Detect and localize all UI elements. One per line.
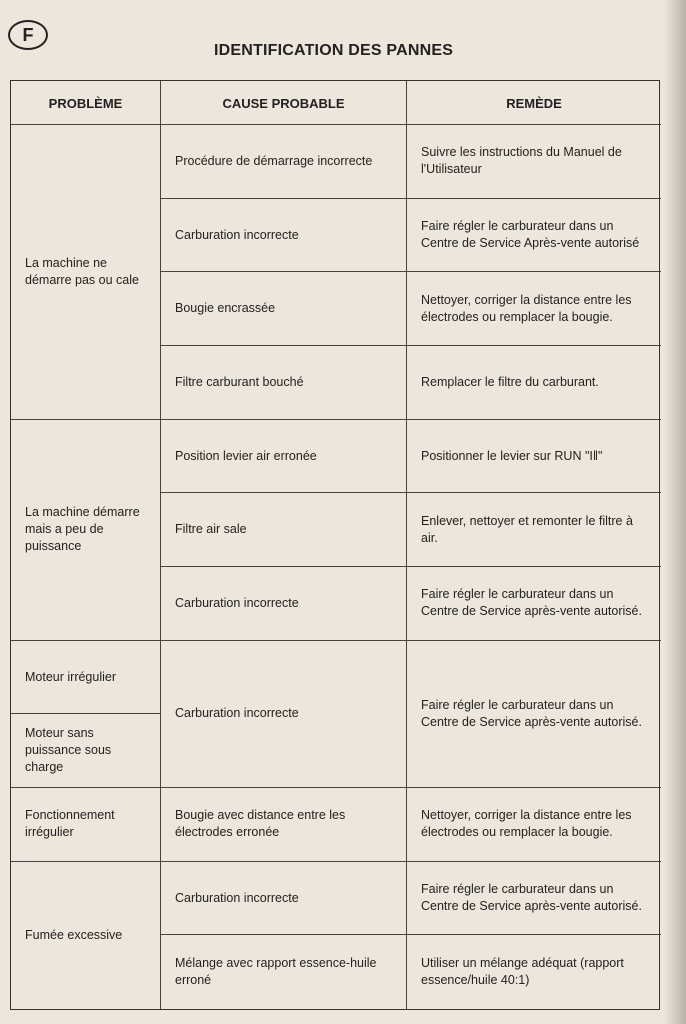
problem-cell: La machine ne démarre pas ou cale — [11, 125, 161, 420]
cause-cell: Carburation incorrecte — [161, 567, 407, 641]
problem-cell: Moteur sans puissance sous charge — [11, 714, 161, 788]
cause-cell: Filtre carburant bouché — [161, 346, 407, 420]
language-badge: F — [8, 20, 48, 50]
problem-cell: Fonctionnement irrégulier — [11, 788, 161, 862]
problem-cell: Moteur irrégulier — [11, 641, 161, 715]
remedy-cell: Enlever, nettoyer et remonter le filtre à air. — [407, 493, 661, 567]
cause-cell: Carburation incorrecte — [161, 641, 407, 788]
cause-cell: Position levier air erronée — [161, 420, 407, 494]
page-title: IDENTIFICATION DES PANNES — [214, 42, 454, 59]
remedy-cell: Positionner le levier sur RUN "I‖" — [407, 420, 661, 494]
problem-cell: Fumée excessive — [11, 862, 161, 1009]
remedy-cell: Faire régler le carburateur dans un Centre de Service Après-vente autorisé — [407, 199, 661, 273]
remedy-cell: Nettoyer, corriger la distance entre les électrodes ou remplacer la bougie. — [407, 272, 661, 346]
remedy-cell: Suivre les instructions du Manuel de l'Utilisateur — [407, 125, 661, 199]
cause-cell: Bougie encrassée — [161, 272, 407, 346]
troubleshooting-table — [10, 80, 660, 1010]
header-cause: CAUSE PROBABLE — [161, 81, 407, 125]
remedy-cell: Faire régler le carburateur dans un Centre de Service après-vente autorisé. — [407, 641, 661, 788]
remedy-cell: Faire régler le carburateur dans un Centre de Service après-vente autorisé. — [407, 567, 661, 641]
problem-cell: La machine démarre mais a peu de puissance — [11, 420, 161, 641]
remedy-cell: Faire régler le carburateur dans un Centre de Service après-vente autorisé. — [407, 862, 661, 936]
remedy-cell: Utiliser un mélange adéquat (rapport essence/huile 40:1) — [421, 956, 624, 988]
cause-cell: Procédure de démarrage incorrecte — [161, 125, 407, 199]
header-remedy: REMÈDE — [407, 81, 661, 125]
cause-cell: Filtre air sale — [161, 493, 407, 567]
cause-cell: Carburation incorrecte — [161, 199, 407, 273]
remedy-cell: Nettoyer, corriger la distance entre les électrodes ou remplacer la bougie. — [407, 788, 661, 862]
cause-cell: Bougie avec distance entre les électrodes erronée — [161, 788, 407, 862]
page-edge-shadow — [664, 0, 686, 1024]
cause-cell: Carburation incorrecte — [161, 862, 407, 936]
remedy-cell: Remplacer le filtre du carburant. — [407, 346, 661, 420]
cause-cell: Mélange avec rapport essence-huile erroné — [161, 935, 407, 1009]
header-problem: PROBLÈME — [11, 81, 161, 125]
